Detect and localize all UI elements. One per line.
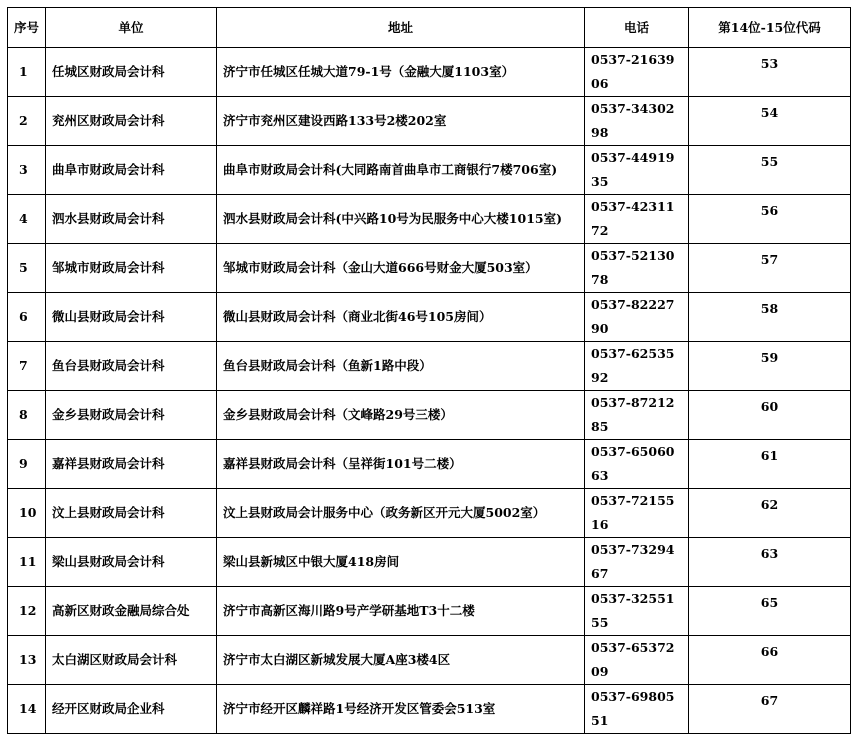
header-index: 序号 — [8, 8, 46, 48]
cell-phone: 0537-7329467 — [585, 538, 689, 587]
cell-address: 济宁市兖州区建设西路133号2楼202室 — [217, 97, 585, 146]
cell-unit: 邹城市财政局会计科 — [46, 244, 217, 293]
cell-address: 济宁市太白湖区新城发展大厦A座3楼4区 — [217, 636, 585, 685]
cell-phone: 0537-6537209 — [585, 636, 689, 685]
cell-code: 58 — [689, 293, 851, 342]
cell-code: 59 — [689, 342, 851, 391]
cell-unit: 汶上县财政局会计科 — [46, 489, 217, 538]
cell-phone: 0537-4491935 — [585, 146, 689, 195]
cell-code: 66 — [689, 636, 851, 685]
table-row — [8, 391, 851, 440]
cell-index: 6 — [8, 293, 46, 342]
table-row — [8, 636, 851, 685]
cell-unit: 高新区财政金融局综合处 — [46, 587, 217, 636]
cell-index: 12 — [8, 587, 46, 636]
cell-code: 56 — [689, 195, 851, 244]
cell-index: 9 — [8, 440, 46, 489]
cell-index: 3 — [8, 146, 46, 195]
cell-address: 济宁市任城区任城大道79-1号（金融大厦1103室） — [217, 48, 585, 97]
cell-unit: 鱼台县财政局会计科 — [46, 342, 217, 391]
cell-phone: 0537-7215516 — [585, 489, 689, 538]
table-row — [8, 244, 851, 293]
cell-index: 5 — [8, 244, 46, 293]
table-row — [8, 97, 851, 146]
cell-address: 梁山县新城区中银大厦418房间 — [217, 538, 585, 587]
cell-unit: 金乡县财政局会计科 — [46, 391, 217, 440]
cell-unit: 兖州区财政局会计科 — [46, 97, 217, 146]
header-address: 地址 — [217, 8, 585, 48]
cell-index: 4 — [8, 195, 46, 244]
cell-unit: 太白湖区财政局会计科 — [46, 636, 217, 685]
cell-unit: 经开区财政局企业科 — [46, 685, 217, 734]
table-row — [8, 195, 851, 244]
cell-index: 14 — [8, 685, 46, 734]
cell-phone: 0537-2163906 — [585, 48, 689, 97]
cell-address: 邹城市财政局会计科（金山大道666号财金大厦503室） — [217, 244, 585, 293]
cell-unit: 嘉祥县财政局会计科 — [46, 440, 217, 489]
cell-address: 泗水县财政局会计科(中兴路10号为民服务中心大楼1015室) — [217, 195, 585, 244]
header-unit: 单位 — [46, 8, 217, 48]
cell-address: 济宁市经开区麟祥路1号经济开发区管委会513室 — [217, 685, 585, 734]
cell-code: 53 — [689, 48, 851, 97]
cell-phone: 0537-5213078 — [585, 244, 689, 293]
cell-address: 金乡县财政局会计科（文峰路29号三楼） — [217, 391, 585, 440]
table-row — [8, 293, 851, 342]
cell-phone: 0537-4231172 — [585, 195, 689, 244]
cell-code: 55 — [689, 146, 851, 195]
table-row — [8, 538, 851, 587]
cell-unit: 微山县财政局会计科 — [46, 293, 217, 342]
cell-index: 10 — [8, 489, 46, 538]
cell-index: 2 — [8, 97, 46, 146]
table-row — [8, 342, 851, 391]
cell-code: 62 — [689, 489, 851, 538]
cell-index: 7 — [8, 342, 46, 391]
cell-unit: 梁山县财政局会计科 — [46, 538, 217, 587]
table-row — [8, 489, 851, 538]
cell-address: 鱼台县财政局会计科（鱼新1路中段） — [217, 342, 585, 391]
cell-phone: 0537-3255155 — [585, 587, 689, 636]
table-header-row — [8, 8, 851, 48]
cell-code: 54 — [689, 97, 851, 146]
cell-code: 60 — [689, 391, 851, 440]
cell-unit: 曲阜市财政局会计科 — [46, 146, 217, 195]
cell-code: 61 — [689, 440, 851, 489]
cell-unit: 任城区财政局会计科 — [46, 48, 217, 97]
cell-index: 11 — [8, 538, 46, 587]
header-phone: 电话 — [585, 8, 689, 48]
cell-phone: 0537-6506063 — [585, 440, 689, 489]
cell-phone: 0537-6980551 — [585, 685, 689, 734]
cell-phone: 0537-8721285 — [585, 391, 689, 440]
cell-code: 57 — [689, 244, 851, 293]
finance-office-table — [7, 7, 851, 734]
cell-address: 微山县财政局会计科（商业北街46号105房间） — [217, 293, 585, 342]
cell-index: 1 — [8, 48, 46, 97]
cell-phone: 0537-3430298 — [585, 97, 689, 146]
cell-address: 嘉祥县财政局会计科（呈祥街101号二楼） — [217, 440, 585, 489]
table-row — [8, 685, 851, 734]
cell-address: 曲阜市财政局会计科(大同路南首曲阜市工商银行7楼706室) — [217, 146, 585, 195]
cell-unit: 泗水县财政局会计科 — [46, 195, 217, 244]
cell-code: 63 — [689, 538, 851, 587]
table-body — [8, 48, 851, 734]
finance-office-table-container — [7, 7, 851, 734]
cell-phone: 0537-6253592 — [585, 342, 689, 391]
cell-phone: 0537-8222790 — [585, 293, 689, 342]
cell-index: 13 — [8, 636, 46, 685]
cell-address: 济宁市高新区海川路9号产学研基地T3十二楼 — [217, 587, 585, 636]
header-code: 第14位-15位代码 — [689, 8, 851, 48]
cell-index: 8 — [8, 391, 46, 440]
table-row — [8, 587, 851, 636]
cell-address: 汶上县财政局会计服务中心（政务新区开元大厦5002室） — [217, 489, 585, 538]
cell-code: 67 — [689, 685, 851, 734]
table-row — [8, 146, 851, 195]
table-row — [8, 440, 851, 489]
cell-code: 65 — [689, 587, 851, 636]
table-row — [8, 48, 851, 97]
